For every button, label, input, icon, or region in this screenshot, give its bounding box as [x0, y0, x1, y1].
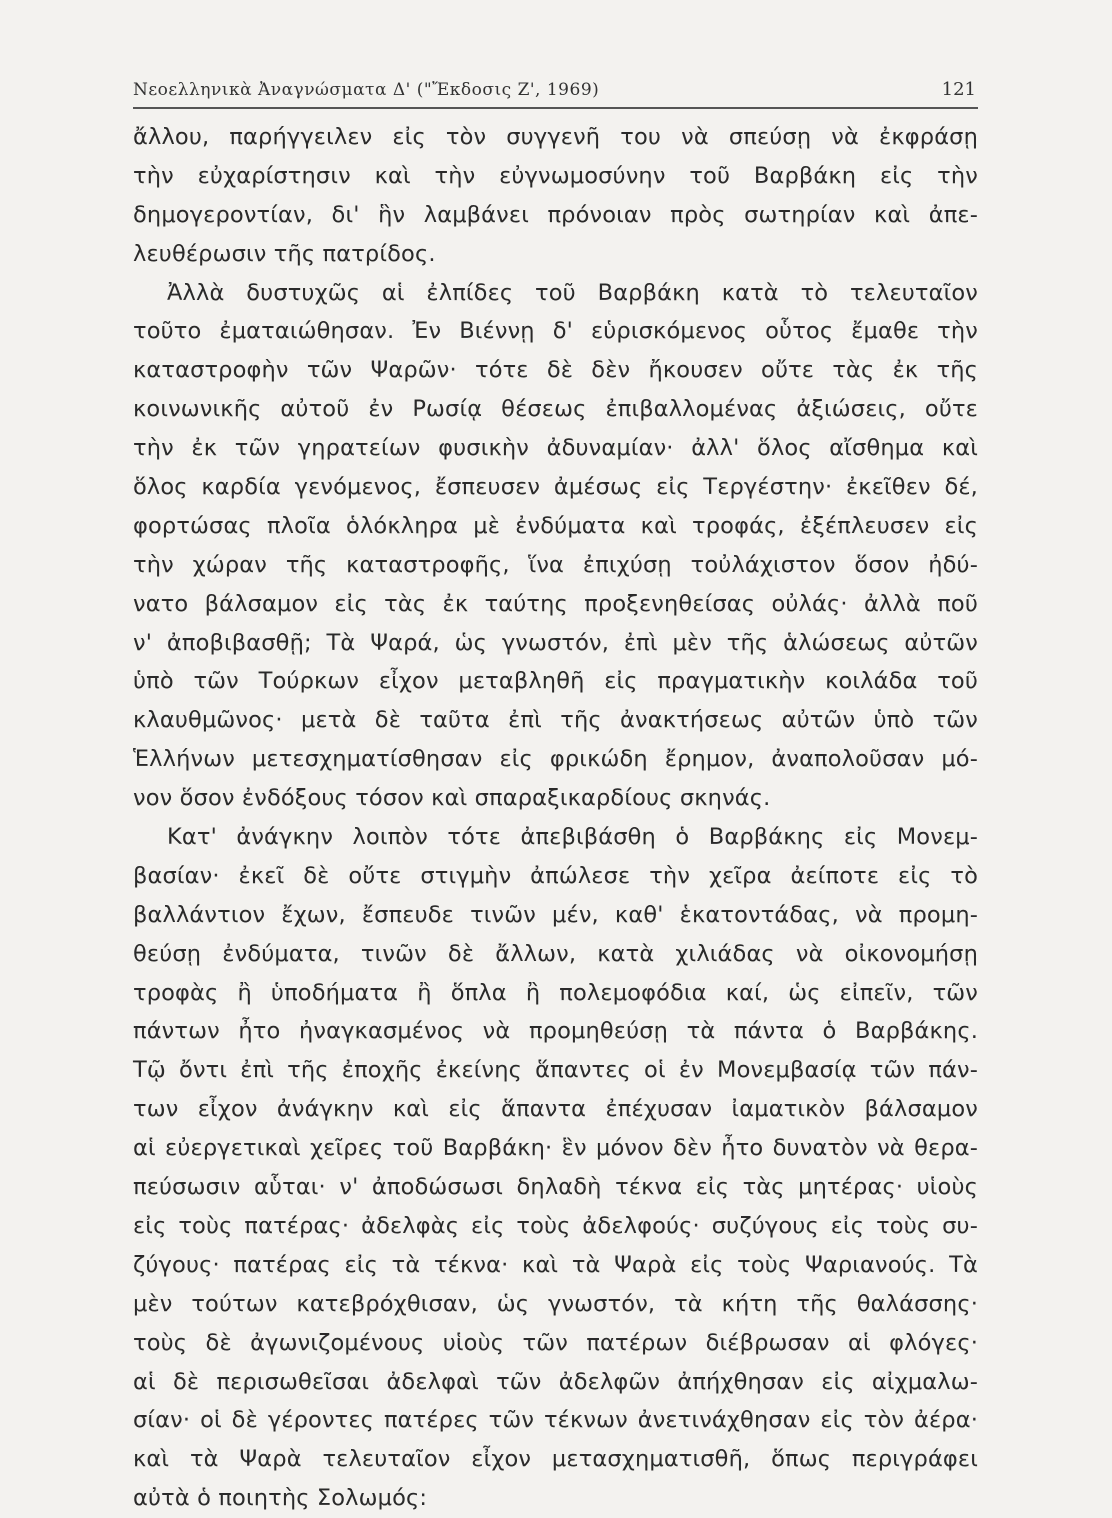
text-line: εἰς τοὺς πατέρας· ἀδελφὰς εἰς τοὺς ἀδελφούς· συζύγους εἰς τοὺς συ- — [133, 1212, 978, 1239]
text-line: βασίαν· ἐκεῖ δὲ οὔτε στιγμὴν ἀπώλεσε τὴν χεῖρα ἀείποτε εἰς τὸ — [133, 862, 978, 889]
text-line: σίαν· οἱ δὲ γέροντες πατέρες τῶν τέκνων ἀνετινάχθησαν εἰς τὸν ἀέρα· — [133, 1407, 978, 1434]
text-line: μὲν τούτων κατεβρόχθισαν, ὡς γνωστόν, τὰ κήτη τῆς θαλάσσης· — [133, 1290, 978, 1317]
text-line: πεύσωσιν αὗται· ν' ἀποδώσωσι δηλαδὴ τέκνα εἰς τὰς μητέρας· υἱοὺς — [133, 1174, 978, 1201]
page-number: 121 — [941, 79, 976, 100]
text-line: θεύσῃ ἐνδύματα, τινῶν δὲ ἄλλων, κατὰ χιλιάδας νὰ οἰκονομήσῃ — [133, 940, 978, 967]
text-line: βαλλάντιον ἔχων, ἔσπευδε τινῶν μέν, καθ' ἑκατοντάδας, νὰ προμη- — [133, 901, 978, 928]
body-text — [133, 118, 978, 1518]
text-line: κλαυθμῶνος· μετὰ δὲ ταῦτα ἐπὶ τῆς ἀνακτήσεως αὐτῶν ὑπὸ τῶν — [133, 707, 978, 734]
text-line: αἱ δὲ περισωθεῖσαι ἀδελφαὶ τῶν ἀδελφῶν ἀπήχθησαν εἰς αἰχμαλω- — [133, 1368, 978, 1395]
text-line: λευθέρωσιν τῆς πατρίδος. — [133, 240, 436, 267]
text-line: δημογεροντίαν, δι' ἣν λαμβάνει πρόνοιαν πρὸς σωτηρίαν καὶ ἀπε- — [133, 201, 978, 228]
text-line: τοῦτο ἐματαιώθησαν. Ἐν Βιέννῃ δ' εὑρισκόμενος οὗτος ἔμαθε τὴν — [133, 318, 978, 345]
text-line: φορτώσας πλοῖα ὁλόκληρα μὲ ἐνδύματα καὶ τροφάς, ἐξέπλευσεν εἰς — [133, 512, 978, 539]
text-line: νον ὅσον ἐνδόξους τόσον καὶ σπαραξικαρδίους σκηνάς. — [133, 785, 771, 812]
text-line: αἱ εὐεργετικαὶ χεῖρες τοῦ Βαρβάκη· ἓν μόνον δὲν ἦτο δυνατὸν νὰ θερα- — [133, 1135, 978, 1162]
text-line: τὴν εὐχαρίστησιν καὶ τὴν εὐγνωμοσύνην τοῦ Βαρβάκη εἰς τὴν — [133, 162, 978, 189]
text-line: των εἶχον ἀνάγκην καὶ εἰς ἅπαντα ἐπέχυσαν ἰαματικὸν βάλσαμον — [133, 1096, 978, 1123]
text-line: πάντων ἦτο ἠναγκασμένος νὰ προμηθεύσῃ τὰ πάντα ὁ Βαρβάκης. — [133, 1018, 978, 1045]
text-line: τοὺς δὲ ἀγωνιζομένους υἱοὺς τῶν πατέρων διέβρωσαν αἱ φλόγες· — [133, 1329, 978, 1356]
text-line: τὴν χώραν τῆς καταστροφῆς, ἵνα ἐπιχύσῃ τοὐλάχιστον ὅσον ἠδύ- — [133, 551, 978, 578]
text-line: ὅλος καρδία γενόμενος, ἔσπευσεν ἀμέσως εἰς Τεργέστην· ἐκεῖθεν δέ, — [133, 474, 978, 501]
text-line: Ἀλλὰ δυστυχῶς αἱ ἐλπίδες τοῦ Βαρβάκη κατὰ τὸ τελευταῖον — [167, 279, 978, 306]
text-line: ν' ἀποβιβασθῇ; Τὰ Ψαρά, ὡς γνωστόν, ἐπὶ μὲν τῆς ἁλώσεως αὐτῶν — [133, 629, 978, 656]
text-line: καταστροφὴν τῶν Ψαρῶν· τότε δὲ δὲν ἤκουσεν οὔτε τὰς ἐκ τῆς — [133, 357, 978, 384]
text-line: Τῷ ὄντι ἐπὶ τῆς ἐποχῆς ἐκείνης ἅπαντες οἱ ἐν Μονεμβασίᾳ τῶν πάν- — [133, 1057, 978, 1084]
text-line: καὶ τὰ Ψαρὰ τελευταῖον εἶχον μετασχηματισθῆ, ὅπως περιγράφει — [133, 1446, 978, 1473]
text-line: ὑπὸ τῶν Τούρκων εἶχον μεταβληθῆ εἰς πραγματικὴν κοιλάδα τοῦ — [133, 668, 978, 695]
text-line: κοινωνικῆς αὐτοῦ ἐν Ρωσίᾳ θέσεως ἐπιβαλλομένας ἀξιώσεις, οὔτε — [133, 396, 978, 423]
header-rule — [133, 107, 978, 109]
text-line: τὴν ἐκ τῶν γηρατείων φυσικὴν ἀδυναμίαν· ἀλλ' ὅλος αἴσθημα καὶ — [133, 435, 978, 462]
text-line: αὐτὰ ὁ ποιητὴς Σολωμός: — [133, 1485, 428, 1512]
text-line: Ἑλλήνων μετεσχηματίσθησαν εἰς φρικώδη ἔρημον, ἀναπολοῦσαν μό- — [133, 746, 978, 773]
text-line: Κατ' ἀνάγκην λοιπὸν τότε ἀπεβιβάσθη ὁ Βαρβάκης εἰς Μονεμ- — [167, 824, 978, 851]
text-line: ζύγους· πατέρας εἰς τὰ τέκνα· καὶ τὰ Ψαρὰ εἰς τοὺς Ψαριανούς. Τὰ — [133, 1251, 978, 1278]
running-header-title: Νεοελληνικὰ Ἀναγνώσματα Δ' ("Ἔκδοσις Ζ', 1969) — [133, 80, 600, 100]
text-line: νατο βάλσαμον εἰς τὰς ἐκ ταύτης προξενηθείσας οὐλάς· ἀλλὰ ποῦ — [133, 590, 978, 617]
running-header — [133, 74, 978, 106]
text-line: τροφὰς ἢ ὑποδήματα ἢ ὅπλα ἢ πολεμοφόδια καί, ὡς εἰπεῖν, τῶν — [133, 979, 978, 1006]
text-line: ἄλλου, παρήγγειλεν εἰς τὸν συγγενῆ του νὰ σπεύσῃ νὰ ἐκφράσῃ — [133, 124, 978, 150]
